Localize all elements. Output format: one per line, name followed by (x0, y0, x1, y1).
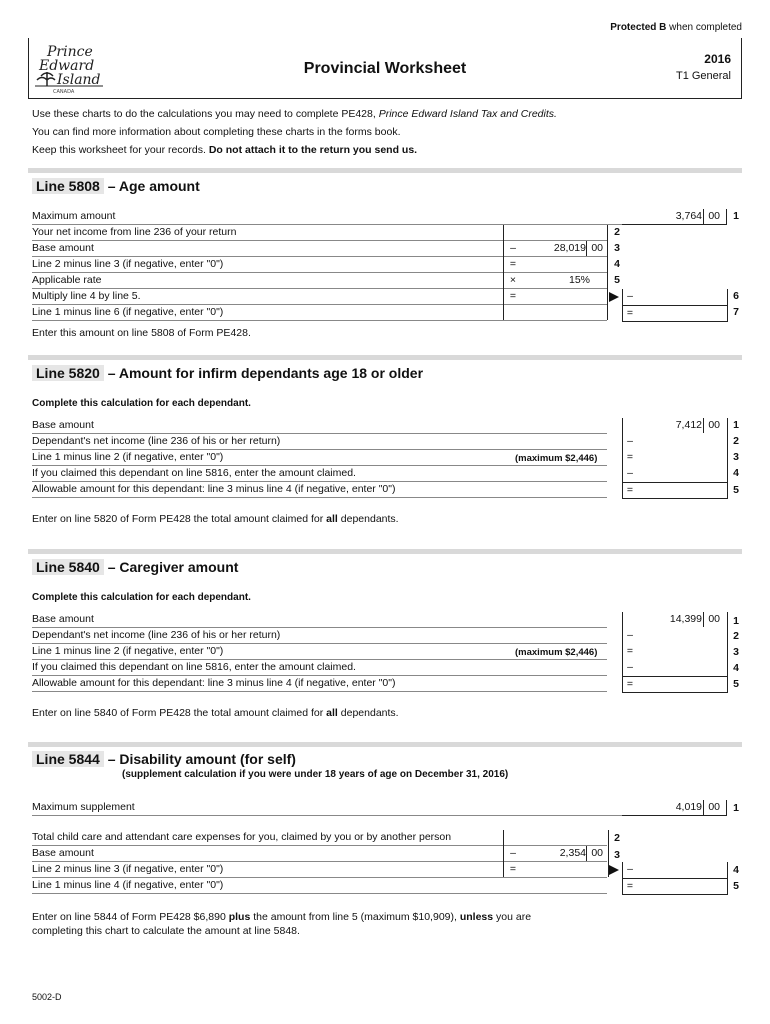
allowable-amount-input[interactable] (640, 678, 724, 692)
dependant-income-input[interactable] (640, 629, 724, 643)
line-number: 4 (614, 258, 620, 270)
section-divider (28, 355, 742, 360)
section-title-5820: Line 5820 – Amount for infirm dependants age 18 or older (32, 365, 423, 381)
intro-line-2: You can find more information about completing these charts in the forms book. (32, 126, 401, 138)
instruction-note: Enter on line 5844 of Form PE428 $6,890 plus the amount from line 5 (maximum $10,909), unless you are completing this chart to calculate the amount at line 5848. (32, 911, 532, 937)
row-label: Dependant's net income (line 236 of his or her return) (32, 629, 281, 641)
disability-supplement-input[interactable] (640, 880, 724, 894)
minus-operator: – (627, 863, 633, 875)
row-label: Maximum amount (32, 210, 116, 222)
equals-operator: = (509, 863, 517, 875)
row-label: Line 2 minus line 3 (if negative, enter "0") (32, 258, 224, 270)
row-label: Allowable amount for this dependant: line 3 minus line 4 (if negative, enter "0") (32, 677, 396, 689)
minus-operator: – (510, 242, 516, 254)
row-label: Total child care and attendant care expenses for you, claimed by you or by another person (32, 831, 452, 843)
max-supplement-dollars: 4,019 (675, 801, 702, 813)
minus-operator: – (627, 290, 633, 302)
line-number: 2 (733, 630, 739, 642)
base-amount-cents: 00 (708, 613, 720, 625)
intro-line-1: Use these charts to do the calculations you may need to complete PE428, Prince Edward Island Tax and Credits. (32, 108, 557, 120)
equals-operator: = (626, 484, 634, 496)
minus-operator: – (627, 629, 633, 641)
equals-operator: = (626, 451, 634, 463)
row-base-amount (32, 612, 607, 628)
max-amount-dollars: 3,764 (675, 210, 702, 222)
claimed-amount-input[interactable] (640, 467, 724, 481)
line-number: 3 (733, 451, 739, 463)
row-label: Line 1 minus line 4 (if negative, enter "0") (32, 879, 224, 891)
row-label: Base amount (32, 419, 94, 431)
base-amount-cents: 00 (708, 419, 720, 431)
line4-input[interactable] (640, 863, 724, 877)
line-number: 5 (733, 880, 739, 892)
line-number: 4 (733, 467, 739, 479)
row-label: Base amount (32, 847, 94, 859)
line-number: 5 (733, 484, 739, 496)
intro-line-3: Keep this worksheet for your records. Do not attach it to the return you send us. (32, 144, 418, 156)
row-label: Dependant's net income (line 236 of his or her return) (32, 435, 281, 447)
minus-operator: – (627, 661, 633, 673)
base-amount-cents: 00 (591, 847, 603, 859)
line-number: 5 (614, 274, 620, 286)
section-title-5844: Line 5844 – Disability amount (for self) (32, 751, 296, 767)
line-number: 3 (614, 849, 620, 861)
svg-text:Prince: Prince (47, 44, 93, 60)
row-label: Base amount (32, 242, 94, 254)
equals-operator: = (509, 258, 517, 270)
equals-operator: = (626, 645, 634, 657)
equals-operator: = (626, 678, 634, 690)
row-label: Line 1 minus line 2 (if negative, enter "0") (32, 451, 224, 463)
minus-operator: – (627, 467, 633, 479)
base-amount-cents: 00 (591, 242, 603, 254)
age-amount-result-input[interactable] (640, 307, 724, 321)
row-base-amount (32, 418, 607, 434)
max-amount-cents: 00 (708, 210, 720, 222)
row-label: Base amount (32, 613, 94, 625)
instruction-note: Enter this amount on line 5808 of Form PE428. (32, 327, 251, 339)
section-subtitle: (supplement calculation if you were under 18 years of age on December 31, 2016) (122, 769, 509, 780)
line-number: 4 (733, 864, 739, 876)
row-label: Allowable amount for this dependant: line 3 minus line 4 (if negative, enter "0") (32, 483, 396, 495)
child-care-input[interactable] (520, 831, 606, 845)
base-amount-dollars: 7,412 (675, 419, 702, 431)
line-number: 2 (733, 435, 739, 447)
line-number: 1 (733, 210, 739, 222)
row-label: Line 1 minus line 2 (if negative, enter "0") (32, 645, 224, 657)
svg-text:CANADA: CANADA (53, 89, 75, 94)
line-number: 3 (614, 242, 620, 254)
applicable-rate-value: 15% (568, 274, 590, 286)
row-label: If you claimed this dependant on line 5816, enter the amount claimed. (32, 467, 356, 479)
protected-notice: Protected B when completed (610, 22, 742, 33)
form-name: T1 General (675, 70, 731, 82)
arrow-right-icon (609, 292, 619, 302)
maximum-note: (maximum $2,446) (515, 647, 598, 658)
line-number: 3 (733, 646, 739, 658)
section-title-5840: Line 5840 – Caregiver amount (32, 559, 238, 575)
section-subtitle: Complete this calculation for each dependant. (32, 592, 251, 603)
line-number: 1 (733, 615, 739, 627)
line-number: 5 (733, 678, 739, 690)
svg-text:Island: Island (57, 72, 101, 88)
line6-input[interactable] (640, 290, 724, 304)
dependant-income-input[interactable] (640, 435, 724, 449)
line-number: 2 (614, 226, 620, 238)
max-supplement-cents: 00 (708, 801, 720, 813)
row-label: Multiply line 4 by line 5. (32, 290, 141, 302)
base-amount-dollars: 2,354 (559, 847, 586, 859)
form-code: 5002-D (32, 992, 62, 1002)
section-divider (28, 549, 742, 554)
claimed-amount-input[interactable] (640, 661, 724, 675)
section-divider (28, 168, 742, 173)
line-number: 1 (733, 802, 739, 814)
times-operator: × (509, 274, 517, 286)
line-number: 1 (733, 419, 739, 431)
line-number: 7 (733, 306, 739, 318)
equals-operator: = (626, 880, 634, 892)
row-label: Your net income from line 236 of your return (32, 226, 237, 238)
row-label: Applicable rate (32, 274, 102, 286)
row-label: If you claimed this dependant on line 5816, enter the amount claimed. (32, 661, 356, 673)
svg-text:Edward: Edward (39, 58, 95, 74)
equals-operator: = (626, 307, 634, 319)
minus-operator: – (627, 435, 633, 447)
instruction-note: Enter on line 5820 of Form PE428 the total amount claimed for all dependants. (32, 513, 399, 525)
equals-operator: = (509, 290, 517, 302)
line-number: 6 (733, 290, 739, 302)
allowable-amount-input[interactable] (640, 484, 724, 498)
section-subtitle: Complete this calculation for each dependant. (32, 398, 251, 409)
maximum-note: (maximum $2,446) (515, 453, 598, 464)
section-title-5808: Line 5808 – Age amount (32, 178, 200, 194)
row-label: Maximum supplement (32, 801, 135, 813)
arrow-right-icon (609, 865, 619, 875)
line-number: 2 (614, 832, 620, 844)
form-header (28, 38, 742, 99)
tax-year: 2016 (704, 52, 731, 66)
instruction-note: Enter on line 5840 of Form PE428 the total amount claimed for all dependants. (32, 707, 399, 719)
base-amount-dollars: 28,019 (553, 242, 586, 254)
line-number: 4 (733, 662, 739, 674)
minus-operator: – (510, 847, 516, 859)
base-amount-dollars: 14,399 (669, 613, 702, 625)
net-income-input[interactable] (520, 226, 606, 240)
row-label: Line 1 minus line 6 (if negative, enter "0") (32, 306, 224, 318)
section-divider (28, 742, 742, 747)
row-label: Line 2 minus line 3 (if negative, enter "0") (32, 863, 224, 875)
page-title: Provincial Worksheet (303, 60, 467, 77)
